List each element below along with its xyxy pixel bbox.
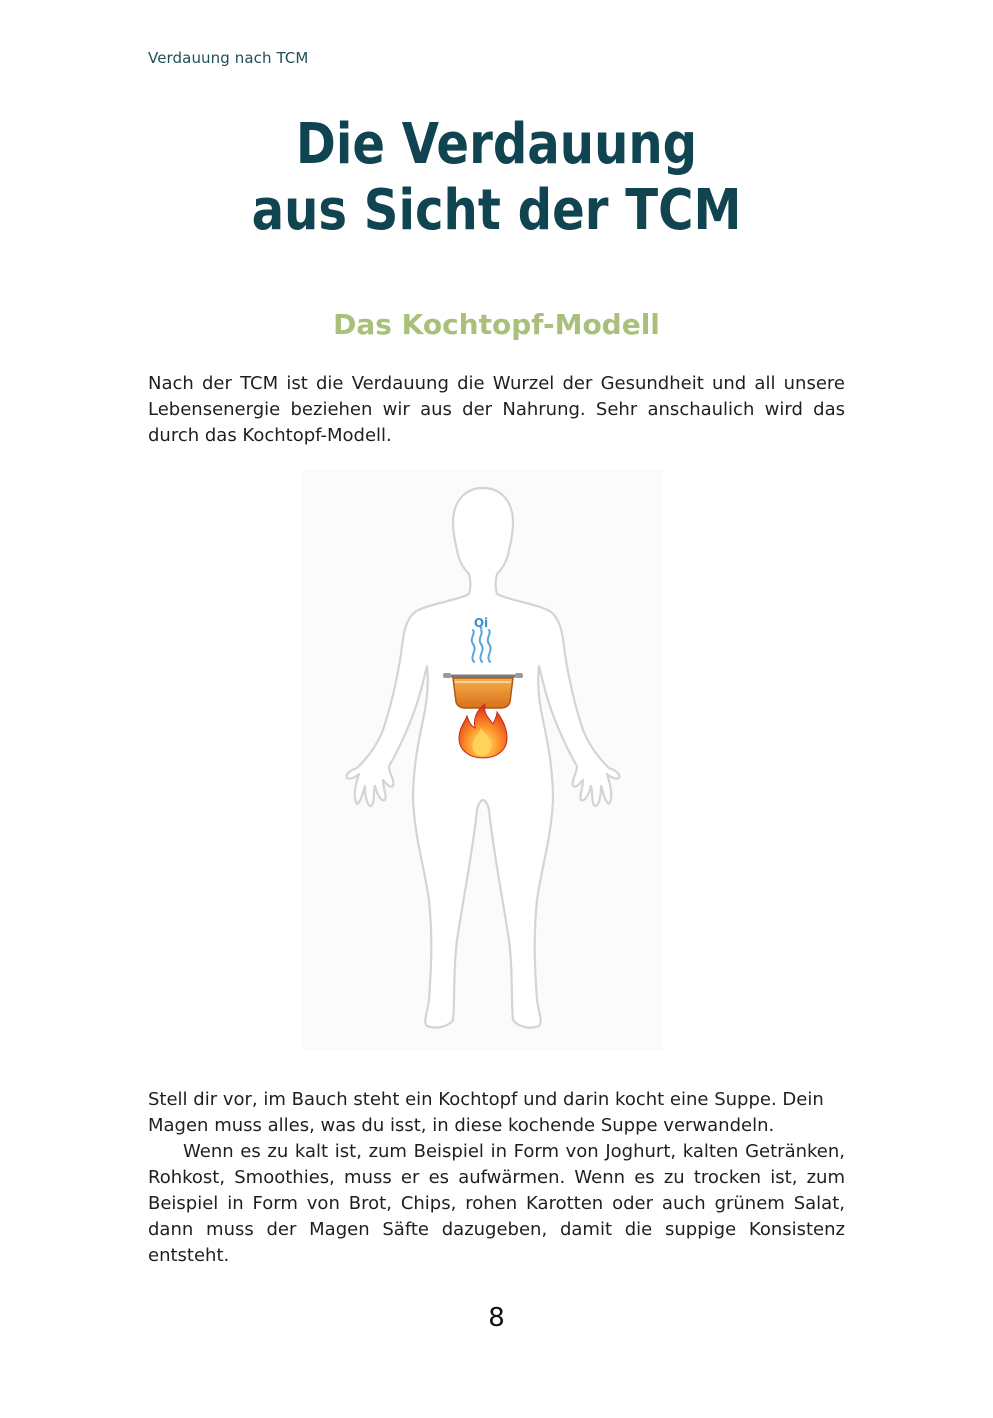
kochtopf-figure (303, 470, 663, 1050)
page-title (70, 112, 924, 244)
page-number: 8 (488, 1303, 505, 1333)
page-title-line-1: Die Verdauung (295, 112, 698, 177)
body-paragraph-1: Stell dir vor, im Bauch steht ein Kochtopf und darin kocht eine Suppe. Dein Magen muss alles, was du isst, in diese kochende Suppe verwandeln. (148, 1089, 824, 1136)
intro-paragraph: Nach der TCM ist die Verdauung die Wurzel der Gesundheit und all unsere Lebensenergie beziehen wir aus der Nahrung. Sehr anschaulich wird das durch das Kochtopf-Modell. (148, 373, 845, 446)
running-head: Verdauung nach TCM (148, 49, 309, 67)
section-heading: Das Kochtopf-Modell (333, 308, 660, 341)
human-body-outline (303, 470, 663, 1050)
page-title-line-2: aus Sicht der TCM (251, 178, 742, 243)
body-paragraph-2: Wenn es zu kalt ist, zum Beispiel in Form von Joghurt, kalten Getränken, Rohkost, Smoothies, muss er es aufwärmen. Wenn es zu trocken ist, zum Beispiel in Form von Brot, Chips, rohen Karotten oder auch grünem Salat, dann muss der Magen Säfte dazugeben, damit die suppige Konsistenz entsteht. (148, 1141, 845, 1266)
qi-label: Qi (473, 616, 489, 630)
